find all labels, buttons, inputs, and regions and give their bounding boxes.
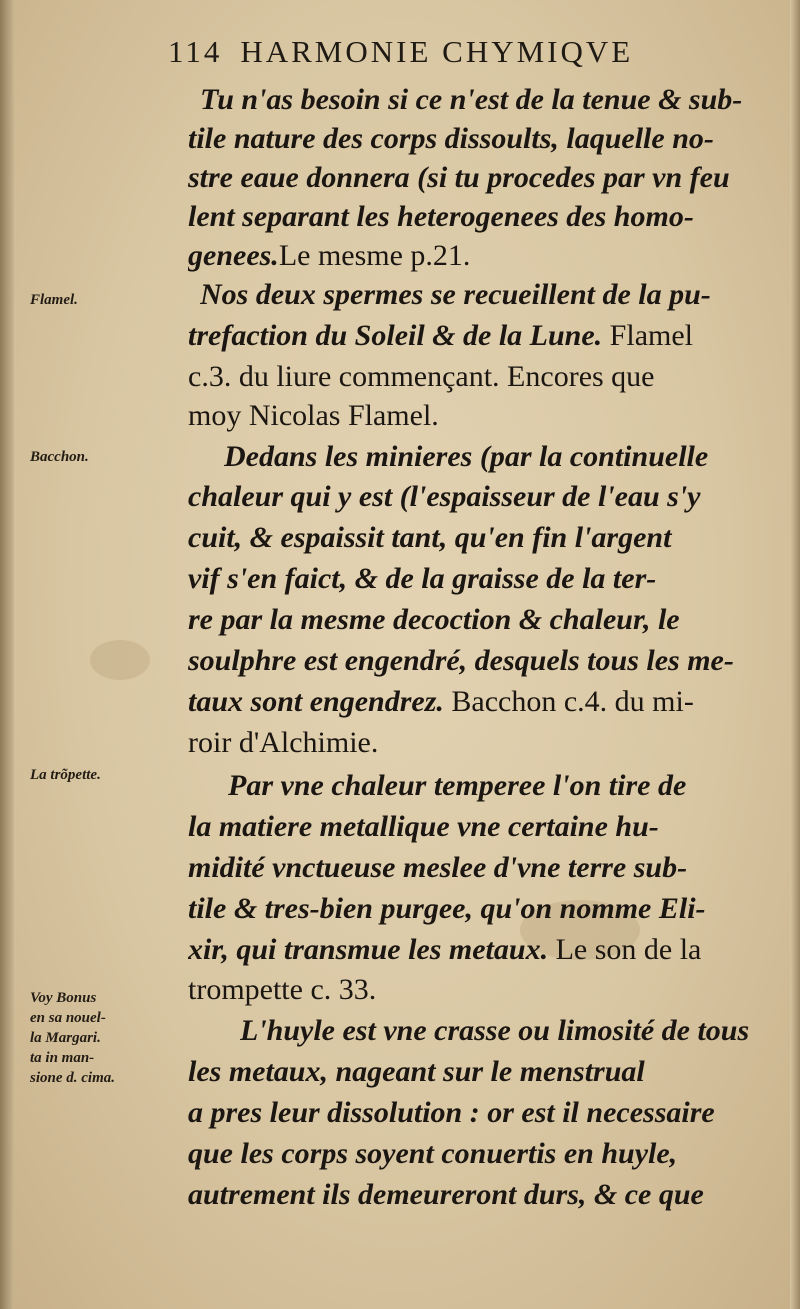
margin-note-line: en sa nouel- bbox=[30, 1010, 106, 1026]
text-line: genees.Le mesme p.21. bbox=[188, 239, 471, 272]
page-left-edge bbox=[0, 0, 14, 1309]
text-line: re par la mesme decoction & chaleur, le bbox=[188, 603, 680, 636]
text-line: stre eaue donnera (si tu procedes par vn feu bbox=[188, 161, 730, 194]
text-line: taux sont engendrez. Bacchon c.4. du mi- bbox=[188, 685, 694, 718]
text-line: Par vne chaleur temperee l'on tire de bbox=[228, 769, 687, 802]
margin-note-voy-bonus: Voy Bonus bbox=[30, 990, 97, 1006]
text-line: les metaux, nageant sur le menstrual bbox=[188, 1055, 645, 1088]
running-header bbox=[168, 34, 768, 70]
text-line: trefaction du Soleil & de la Lune. Flamel bbox=[188, 319, 693, 352]
text-line: cuit, & espaissit tant, qu'en fin l'argent bbox=[188, 521, 672, 554]
text-line: roir d'Alchimie. bbox=[188, 726, 379, 759]
text-line: xir, qui transmue les metaux. Le son de la bbox=[188, 933, 702, 966]
text-line: autrement ils demeureront durs, & ce que bbox=[188, 1178, 704, 1211]
text-line: a pres leur dissolution : or est il necessaire bbox=[188, 1096, 715, 1129]
page-number: 114 bbox=[168, 34, 223, 69]
text-line: Dedans les minieres (par la continuelle bbox=[224, 440, 709, 473]
text-line: midité vnctueuse meslee d'vne terre sub- bbox=[188, 851, 688, 884]
paper-stain bbox=[90, 640, 150, 680]
text-line: L'huyle est vne crasse ou limosité de tous bbox=[240, 1014, 750, 1047]
text-line: moy Nicolas Flamel. bbox=[188, 399, 439, 432]
margin-note-bacchon: Bacchon. bbox=[30, 449, 89, 465]
text-line: soulphre est engendré, desquels tous les me- bbox=[188, 644, 734, 677]
running-title: HARMONIE CHYMIQVE bbox=[240, 34, 634, 69]
margin-note-line: sione d. cima. bbox=[30, 1070, 115, 1086]
margin-note-flamel: Flamel. bbox=[30, 292, 78, 308]
text-line: tile nature des corps dissoults, laquelle no- bbox=[188, 122, 714, 155]
text-line: vif s'en faict, & de la graisse de la ter- bbox=[188, 562, 657, 595]
text-line: trompette c. 33. bbox=[188, 973, 377, 1006]
text-line: chaleur qui y est (l'espaisseur de l'eau s'y bbox=[188, 480, 701, 513]
margin-note-trompette: La trõpette. bbox=[30, 767, 101, 783]
text-line: c.3. du liure commençant. Encores que bbox=[188, 360, 655, 393]
text-line: que les corps soyent conuertis en huyle, bbox=[188, 1137, 678, 1170]
margin-note-line: la Margari. bbox=[30, 1030, 101, 1046]
text-line: Nos deux spermes se recueillent de la pu- bbox=[200, 278, 711, 311]
text-line: tile & tres-bien purgee, qu'on nomme Eli- bbox=[188, 892, 706, 925]
margin-note-line: ta in man- bbox=[30, 1050, 95, 1066]
text-line: Tu n'as besoin si ce n'est de la tenue & sub- bbox=[200, 83, 743, 116]
page-right-edge bbox=[790, 0, 800, 1309]
text-line: lent separant les heterogenees des homo- bbox=[188, 200, 694, 233]
text-line: la matiere metallique vne certaine hu- bbox=[188, 810, 659, 843]
